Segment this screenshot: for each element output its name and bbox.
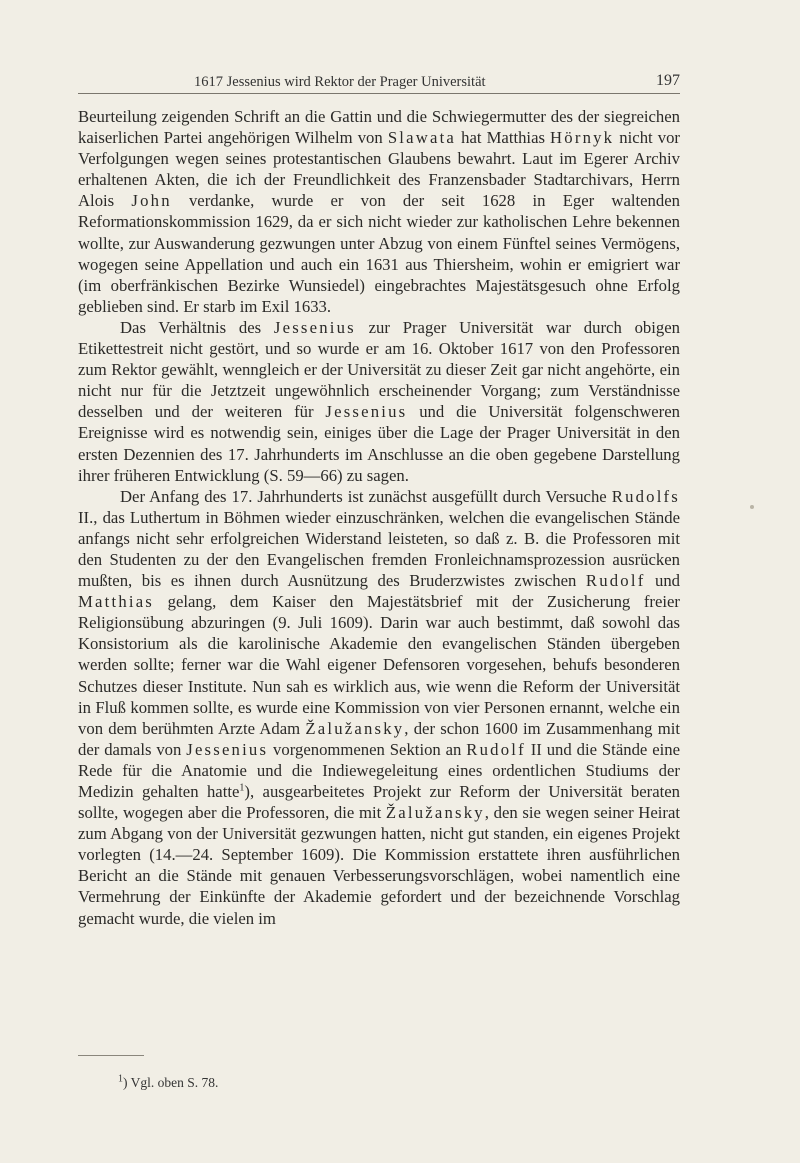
footnote-rule	[78, 1055, 144, 1056]
running-title: 1617 Jessenius wird Rektor der Prager Universität	[194, 74, 486, 90]
text-run: vorgenommenen Sektion an	[268, 739, 467, 759]
spaced-name: Slawata	[387, 128, 457, 148]
text-run: Das Verhältnis des	[120, 317, 274, 337]
text-run: verdanke, wurde er von der seit 1628 in Eger waltenden Reformationskommission 1629, da er sich nicht wieder zur katholischen Lehre bekennen wollte, zur Auswanderung gezwungen unter Abzug von einem Fünftel seines Vermögens, wogegen seine Appellation und auch ein 1631 aus Thiersheim, wohin er emigriert war (im oberfränkischen Bezirke Wunsiedel) eingebrachtes Majestätsgesuch ohne Erfolg geblieben sind. Er starb im Exil 1633.	[78, 191, 680, 316]
text-run: und die Universität folgenschweren Ereignisse wird es notwendig sein, einiges über die Lage der Prager Universität in den ersten Dezennien des 17. Jahrhunderts im Anschlusse an die oben gegebene Darstellung ihrer früheren Entwicklung (S. 59—66) zu sagen.	[78, 402, 680, 485]
body-text	[78, 106, 680, 929]
paragraph	[78, 486, 680, 929]
text-run: nicht vor Verfolgungen wegen seines protestantischen Glaubens bewahrt. Laut im Egerer Archiv erhaltenen Akten, die ich der Freundlichkeit des Franzensbader Stadtarchivars, Herrn Alois	[78, 128, 680, 211]
footnote-text: ) Vgl. oben S. 78.	[123, 1075, 219, 1090]
paragraph	[78, 106, 680, 317]
spaced-name: Rudolf	[466, 739, 526, 759]
spaced-name: Jessenius	[273, 317, 356, 337]
footnote-reference: 1	[239, 782, 245, 794]
text-run: II und die Stände eine Rede für die Anatomie und die Indiewegeleitung eines ordentlichen Studiums der Medizin gehalten hatte	[78, 739, 680, 801]
page-speck	[750, 505, 754, 509]
text-run: hat Matthias	[456, 128, 551, 148]
spaced-name: John	[131, 191, 172, 211]
text-run: II., das Luthertum in Böhmen wieder einzuschränken, welchen die evangelischen Stände anfangs nicht sehr erfolgreichen Widerstand leisteten, so daß z. B. die Professoren mit den Studenten zu der den Evangelischen fremden Fronleichnamsprozession ausrücken mußten, bis es ihnen durch Ausnützung des Bruderzwistes zwischen	[78, 507, 680, 591]
text-run: ), ausgearbeitetes Projekt zur Reform der Universität beraten sollte, wogegen aber die Professoren, die mit	[78, 782, 680, 823]
text-run: gelang, dem Kaiser den Majestätsbrief mit der Zusicherung freier Religionsübung abzuringen (9. Juli 1609). Darin war auch bestimmt, daß sowohl das Konsistorium als die karolinische Akademie den evangelischen Ständen übergeben werden sollte; ferner war die Wahl eigener Defensoren vorgesehen, behufs besonderen Schutzes dieser Institute. Nun sah es wirklich aus, wie wenn die Reform der Universität in Fluß kommen sollte, es wurde eine Kommission von vier Personen ernannt, welche ein von dem berühmten Arzte Adam	[78, 592, 680, 738]
footnote-marker: 1	[118, 1073, 123, 1085]
page-header	[78, 72, 680, 94]
header-rule	[78, 93, 680, 94]
text-run: , den sie wegen seiner Heirat zum Abgang von der Universität gezwungen hatten, nicht gut standen, ein eigenes Projekt vorlegten (14.—24. September 1609). Die Kommission erstattete ihren ausführlichen Bericht an die Stände mit genauen Verbesserungsvorschlägen, wobei namentlich eine Vermehrung der Einkünfte der Akademie gefordert und der bezeichnende Vorschlag gemacht wurde, die vielen im	[78, 803, 680, 928]
text-run: Beurteilung zeigenden Schrift an die Gattin und die Schwiegermutter des der siegreichen kaiserlichen Partei angehörigen Wilhelm von	[78, 107, 680, 148]
text-run: Der Anfang des 17. Jahrhunderts ist zunächst ausgefüllt durch Versuche	[120, 486, 612, 506]
page-number: 197	[656, 72, 680, 89]
spaced-name: Rudolf	[585, 571, 646, 591]
spaced-name: Žalužansky	[385, 803, 485, 823]
spaced-name: Jessenius	[325, 402, 408, 422]
spaced-name: Hörnyk	[550, 128, 615, 148]
paragraph	[78, 317, 680, 486]
text-run: , der schon 1600 im Zusammenhang mit der damals von	[78, 718, 680, 759]
text-run: und	[645, 571, 681, 591]
text-run: zur Prager Universität war durch obigen Etikettestreit nicht gestört, und so wurde er am 16. Oktober 1617 von den Professoren zum Rektor gewählt, wenngleich er der Universität zu dieser Zeit gar nicht angehörte, ein nicht nur für die Jetztzeit ungewöhnlich erscheinender Vorgang; zum Verständnisse desselben und der weiteren für	[78, 317, 680, 422]
spaced-name: Matthias	[78, 592, 154, 612]
footnote	[118, 1075, 218, 1091]
spaced-name: Rudolfs	[611, 486, 680, 506]
spaced-name: Žalužansky	[305, 718, 405, 738]
spaced-name: Jessenius	[186, 739, 269, 759]
